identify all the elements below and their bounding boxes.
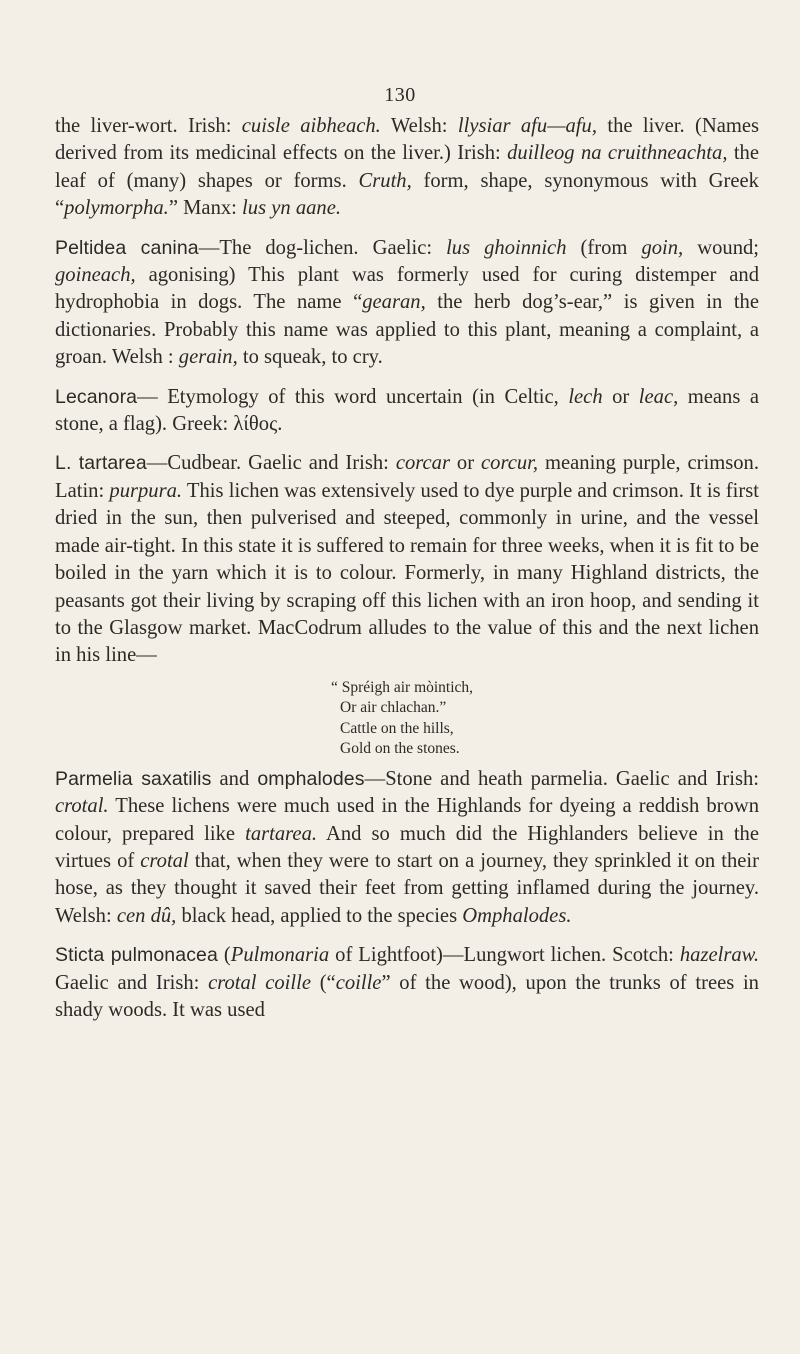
species-name: Omphalodes. (462, 904, 572, 927)
page-number: 130 (384, 84, 416, 106)
gaelic-term: crotal coille (208, 971, 311, 994)
term: tartarea. (245, 822, 318, 845)
text-run: the herb dog’s-ear,” is given in the dictionaries. Probably this name was applied to this plant, meaning a complaint, a groan. Welsh : (55, 291, 759, 369)
paragraph-lecanora (55, 384, 759, 439)
welsh-term: llysiar afu—afu, (457, 115, 597, 137)
term: goineach, (55, 264, 136, 287)
entry-heading: Peltidea canina (55, 236, 199, 259)
welsh-term: cen dû, (116, 904, 177, 927)
text-run: or (602, 385, 639, 408)
verse-line: Or air chlachan.” (340, 699, 447, 717)
scotch-term: hazelraw. (679, 944, 759, 967)
text-run: that, when they were to start on a journey, they sprinkled it on their hose, as they thought it saved their feet from getting inflamed during the journey. Welsh: (55, 849, 759, 927)
verse-line: Cattle on the hills, (340, 719, 454, 737)
entry-heading: Parmelia saxatilis (55, 767, 212, 790)
verse-line: “ Spréigh air mòintich, (331, 678, 474, 696)
text-run: the liver-wort. Irish: (55, 115, 242, 137)
gaelic-term: lus ghoinnich (446, 236, 567, 259)
gaelic-term: corcar (395, 452, 450, 475)
term: Cruth, (358, 169, 412, 192)
text-run: or (449, 452, 482, 475)
entry-heading: omphalodes (257, 767, 365, 790)
text-run: the liver. (Names derived from its medicinal effects on the liver.) Irish: (55, 115, 760, 165)
term: crotal (140, 849, 189, 872)
text-run: These lichens were much used in the Highlands for dyeing a reddish brown colour, prepared like (55, 795, 759, 845)
text-run: agonising) This plant was formerly used for curing distemper and hydrophobia in dogs. The name “ (55, 264, 759, 314)
text-run: — Etymology of this word uncertain (in Celtic, (137, 385, 569, 408)
text-run: to squeak, to cry. (237, 346, 383, 369)
welsh-term: gerain, (178, 346, 238, 369)
entry-heading: Lecanora (55, 385, 138, 408)
entry-heading: Sticta pulmonacea (55, 944, 218, 967)
text-run: —Stone and heath parmelia. Gaelic and Irish: (364, 767, 760, 790)
gaelic-term: crotal. (55, 795, 109, 818)
verse-quote (331, 678, 759, 760)
paragraph-parmelia (55, 766, 759, 930)
paragraph-liver-wort (55, 113, 759, 223)
term: gearan, (362, 291, 426, 314)
irish-term: duilleog na cruithneachta, (507, 142, 728, 165)
paragraph-peltidea (55, 235, 759, 372)
paragraph-tartarea (55, 450, 759, 669)
page-body (55, 113, 759, 1024)
text-run: of Lightfoot)—Lungwort lichen. Scotch: (329, 944, 680, 967)
text-run: wound; (683, 236, 760, 259)
manx-term: lus yn aane. (242, 197, 341, 220)
text-run: means a stone, a flag). Greek: λίθος. (55, 385, 760, 436)
text-run: ( (217, 944, 231, 967)
term: coille (335, 971, 382, 994)
text-run: ” of the wood), upon the trunks of trees in shady woods. It was used (55, 971, 759, 1021)
term: goin, (641, 236, 684, 259)
text-run: meaning purple, crimson. Latin: (55, 452, 760, 502)
text-run: and (211, 767, 258, 790)
text-run: This lichen was extensively used to dye purple and crimson. It is first dried in the sun, then pulverised and steeped, commonly in urine, and the vessel made air-tight. In this state it is suffered to remain for three weeks, when it is fit to be boiled in the yarn which it is to colour. Formerly, in many Highland districts, the peasants got their living by scraping off this lichen with an iron hoop, and sending it to the Glasgow market. MacCodrum alludes to the value of this and the next lichen in his line— (55, 479, 759, 667)
irish-term: cuisle aibheach. (241, 115, 381, 137)
text-run: black head, applied to the species (176, 904, 463, 927)
text-run: (from (566, 236, 642, 259)
text-run: —The dog-lichen. Gaelic: (198, 236, 447, 259)
latin-term: purpura. (109, 479, 183, 502)
term: leac, (638, 385, 679, 408)
text-run: And so much did the Highlanders believe in the virtues of (55, 822, 759, 872)
text-run: Gaelic and Irish: (55, 971, 209, 994)
text-run: ” Manx: (168, 197, 243, 220)
text-run: —Cudbear. Gaelic and Irish: (146, 452, 396, 475)
paragraph-sticta (55, 942, 759, 1024)
gaelic-term: corcur, (481, 452, 539, 475)
text-run: the leaf of (many) shapes or forms. (55, 142, 759, 192)
term: lech (568, 385, 603, 408)
text-run: Welsh: (380, 115, 458, 137)
text-run: (“ (310, 971, 336, 994)
verse-line: Gold on the stones. (340, 740, 460, 758)
greek-term: polymorpha. (64, 197, 169, 220)
entry-heading: L. tartarea (55, 452, 147, 475)
text-run: form, shape, synonymous with Greek “ (55, 169, 759, 220)
term: Pulmonaria (230, 944, 330, 967)
